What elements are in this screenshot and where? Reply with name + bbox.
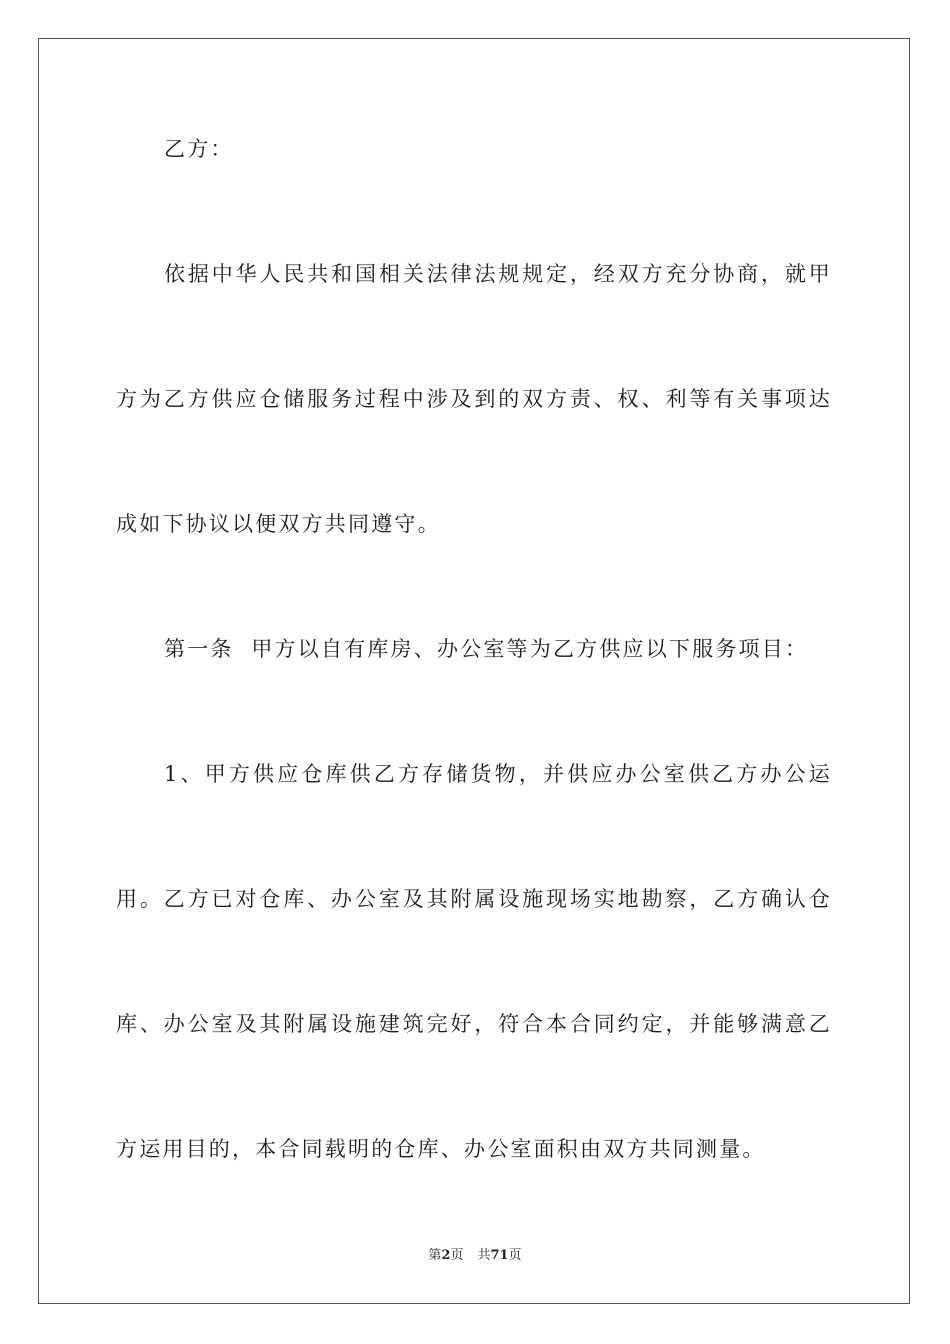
party-b-label: 乙方： — [164, 137, 234, 161]
page-prefix: 第 — [428, 1248, 442, 1263]
total-prefix: 共 — [477, 1248, 491, 1263]
total-pages: 71 — [490, 1248, 509, 1263]
paragraph-line: 依据中华人民共和国相关法律法规规定，经双方充分协商，就甲 — [164, 262, 832, 286]
page-footer — [0, 1248, 950, 1264]
paragraph-line: 用。乙方已对仓库、办公室及其附属设施现场实地勘察，乙方确认仓 — [116, 887, 832, 911]
page-number: 2 — [441, 1248, 451, 1263]
article-heading: 第一条 甲方以自有库房、办公室等为乙方供应以下服务项目： — [164, 637, 809, 661]
total-suffix: 页 — [508, 1248, 522, 1263]
paragraph-line: 方为乙方供应仓储服务过程中涉及到的双方责、权、利等有关事项达 — [116, 387, 832, 411]
page-border — [38, 38, 910, 1304]
paragraph-line: 库、办公室及其附属设施建筑完好，符合本合同约定，并能够满意乙 — [116, 1012, 832, 1036]
page-suffix: 页 — [450, 1248, 464, 1263]
paragraph-line: 成如下协议以便双方共同遵守。 — [116, 512, 441, 536]
paragraph-line: 1、甲方供应仓库供乙方存储货物，并供应办公室供乙方办公运 — [164, 762, 832, 786]
paragraph-line: 方运用目的，本合同载明的仓库、办公室面积由双方共同测量。 — [116, 1137, 766, 1161]
